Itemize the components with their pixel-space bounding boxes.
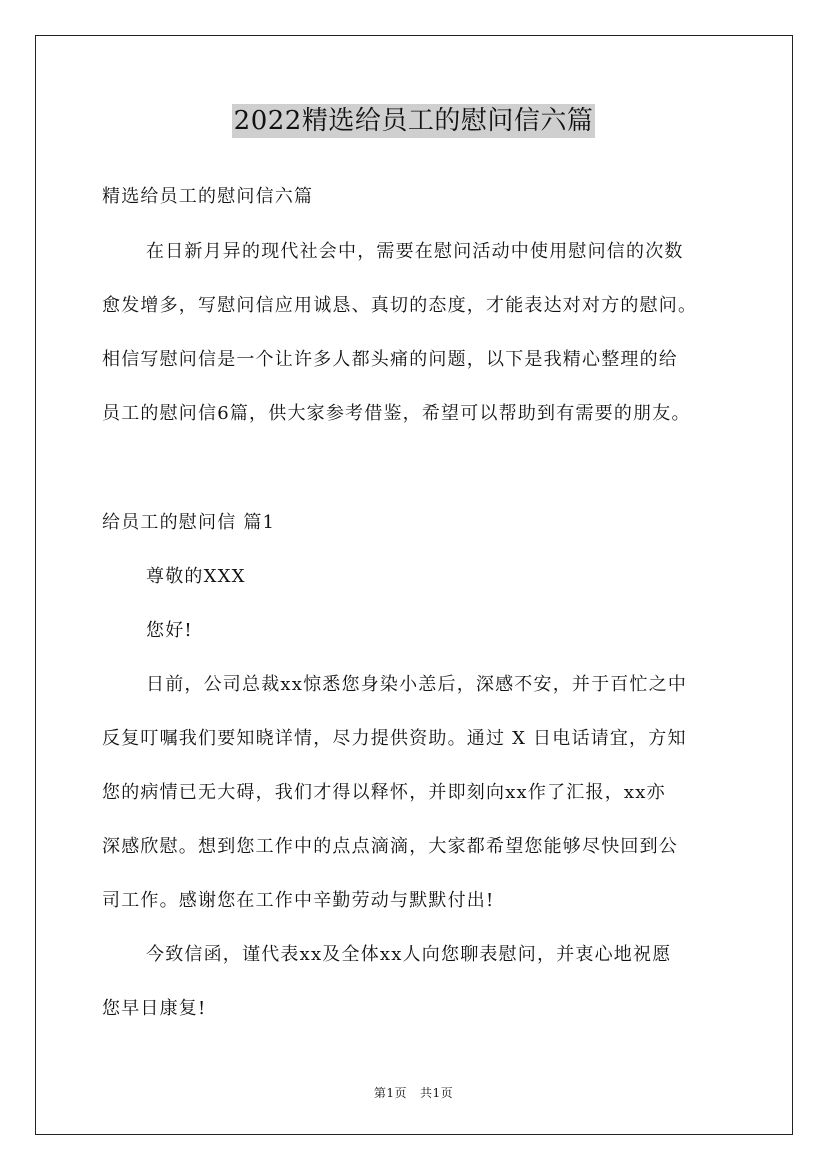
paragraph-line: 您早日康复! [102, 998, 207, 1019]
intro-line: 员工的慰问信6篇，供大家参考借鉴，希望可以帮助到有需要的朋友。 [102, 403, 691, 424]
paragraph-line: 今致信函，谨代表xx及全体xx人向您聊表慰问，并衷心地祝愿 [146, 944, 672, 965]
paragraph-line: 日前，公司总裁xx惊悉您身染小恙后，深感不安，并于百忙之中 [146, 674, 688, 695]
page-footer [0, 1084, 827, 1101]
paragraph-line: 您的病情已无大碍，我们才得以释怀，并即刻向xx作了汇报，xx亦 [102, 782, 666, 803]
document-title-block [0, 100, 827, 137]
page-total: 共1页 [419, 1086, 454, 1100]
paragraph-line: 司工作。感谢您在工作中辛勤劳动与默默付出! [102, 890, 495, 911]
intro-line: 相信写慰问信是一个让许多人都头痛的问题，以下是我精心整理的给 [102, 349, 678, 370]
document-title: 2022精选给员工的慰问信六篇 [233, 106, 594, 136]
paragraph-line: 反复叮嘱我们要知晓详情，尽力提供资助。通过 X 日电话请宜，方知 [102, 728, 687, 749]
greeting: 您好! [146, 620, 193, 641]
intro-line: 愈发增多，写慰问信应用诚恳、真切的态度，才能表达对对方的慰问。 [102, 295, 698, 316]
page-number: 第1页 [373, 1086, 408, 1100]
intro-line: 在日新月异的现代社会中，需要在慰问活动中使用慰问信的次数 [146, 241, 684, 262]
section-heading: 给员工的慰问信 篇1 [102, 512, 276, 533]
salutation: 尊敬的XXX [146, 566, 246, 587]
document-subtitle: 精选给员工的慰问信六篇 [102, 186, 314, 207]
paragraph-line: 深感欣慰。想到您工作中的点点滴滴，大家都希望您能够尽快回到公 [102, 836, 678, 857]
